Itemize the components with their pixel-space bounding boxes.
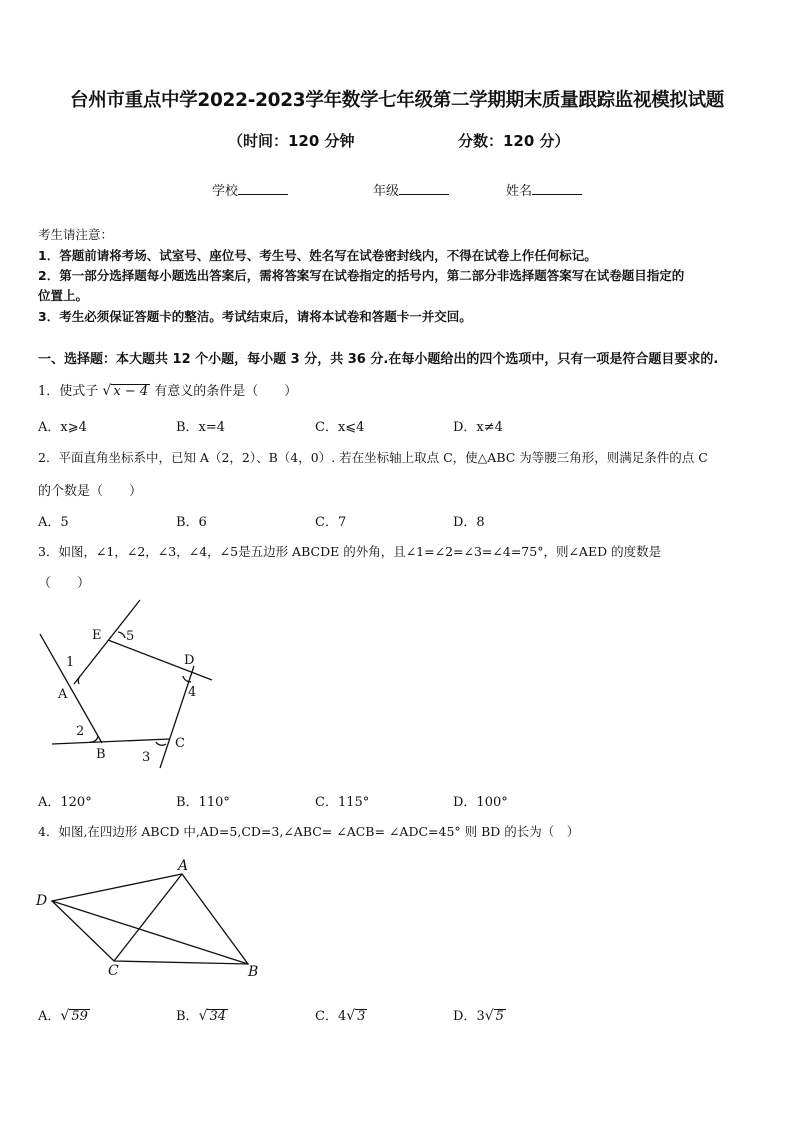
grade-blank[interactable] <box>399 182 449 195</box>
label-a: A <box>178 858 189 874</box>
notice-line-2b: 位置上。 <box>38 288 89 303</box>
angle-3-arc <box>156 742 166 745</box>
section-heading: 一、选择题：本大题共 12 个小题，每小题 3 分，共 36 分.在每小题给出的四个选项中，只有一项是符合题目要求的. <box>38 352 719 367</box>
label-angle-5: 5 <box>126 629 135 644</box>
q2-option-c[interactable]: C．7 <box>315 515 347 530</box>
line-ed-extended <box>108 640 212 680</box>
quadrilateral-figure <box>30 854 270 984</box>
q4-option-a-radicand: 59 <box>71 1009 88 1024</box>
label-angle-2: 2 <box>76 724 85 739</box>
q4-option-b-radicand: 34 <box>209 1009 227 1024</box>
q1-option-c[interactable]: C．x⩽4 <box>315 420 365 435</box>
label-angle-4: 4 <box>188 685 197 700</box>
label-c: C <box>175 736 185 751</box>
name-label: 姓名 <box>506 184 533 199</box>
q4-option-b-letter: B． <box>176 1009 199 1024</box>
label-angle-1: 1 <box>66 655 75 670</box>
q3-option-d[interactable]: D．100° <box>453 795 508 810</box>
question-1 <box>38 380 297 399</box>
grade-field[interactable] <box>373 180 449 199</box>
label-b: B <box>96 747 106 762</box>
q4-line-1: 4．如图,在四边形 ABCD 中,AD=5,CD=3,∠ABC= ∠ACB= ∠ADC=45° 则 BD 的长为（ ） <box>38 824 580 839</box>
quadrilateral-abcd <box>52 874 248 964</box>
school-blank[interactable] <box>238 182 288 195</box>
q2-option-b[interactable]: B．6 <box>176 515 207 530</box>
label-a: A <box>58 687 68 702</box>
q4-option-d-letter: D． <box>453 1009 477 1024</box>
exam-title: 台州市重点中学2022-2023学年数学七年级第二学期期末质量跟踪监视模拟试题 <box>70 90 724 111</box>
q2-line-1: 2．平面直角坐标系中，已知 A（2，2）、B（4，0）. 若在坐标轴上取点 C，使△ABC 为等腰三角形，则满足条件的点 C <box>38 450 708 465</box>
school-field[interactable] <box>212 180 288 199</box>
label-e: E <box>92 628 102 643</box>
sqrt-icon: √ <box>198 1008 208 1024</box>
name-blank[interactable] <box>532 182 582 195</box>
school-label: 学校 <box>212 184 239 199</box>
q3-option-a[interactable]: A．120° <box>38 795 92 810</box>
q1-option-d[interactable]: D．x≠4 <box>453 420 503 435</box>
pentagon-figure <box>30 596 230 776</box>
q2-option-d[interactable]: D．8 <box>453 515 485 530</box>
label-b: B <box>248 964 259 980</box>
q1-option-a[interactable]: A．x⩾4 <box>38 420 87 435</box>
notice-line-2a: 2．第一部分选择题每小题选出答案后，需将答案写在试卷指定的括号内，第二部分非选择题答案写在试卷题目指定的 <box>38 268 685 283</box>
q2-option-a[interactable]: A．5 <box>38 515 69 530</box>
q4-option-c[interactable] <box>315 1005 367 1024</box>
sqrt-icon: √ <box>60 1008 70 1024</box>
sqrt-icon: √ <box>102 383 112 399</box>
q3-option-b[interactable]: B．110° <box>176 795 230 810</box>
angle-5-arc <box>118 632 125 638</box>
q1-suffix: 有意义的条件是（ ） <box>154 384 298 399</box>
q4-option-d-coef: 3 <box>476 1009 485 1024</box>
score-label: 分数：120 分） <box>458 132 570 150</box>
q4-option-d[interactable] <box>453 1005 506 1024</box>
label-c: C <box>108 963 119 979</box>
q1-prefix: 1．使式子 <box>38 384 99 399</box>
q1-radicand: x − 4 <box>113 384 149 399</box>
line-ab-extended <box>40 634 102 743</box>
q3-line-2: （ ） <box>38 576 91 591</box>
q4-option-d-radicand: 5 <box>495 1009 504 1024</box>
q4-option-c-letter: C． <box>315 1009 338 1024</box>
label-d: D <box>36 893 48 909</box>
q4-option-c-radicand: 3 <box>357 1009 366 1024</box>
line-bc-extended <box>52 739 170 744</box>
name-field[interactable] <box>506 180 582 199</box>
label-angle-3: 3 <box>142 750 151 765</box>
angle-1-arc <box>78 676 80 684</box>
angle-2-arc <box>90 736 98 742</box>
q1-option-b[interactable]: B．x=4 <box>176 420 226 435</box>
q4-option-a[interactable] <box>38 1005 90 1024</box>
grade-label: 年级 <box>373 184 400 199</box>
notice-heading: 考生请注意： <box>38 227 114 242</box>
label-d: D <box>184 653 195 668</box>
q2-line-2: 的个数是（ ） <box>38 484 143 499</box>
q4-option-b[interactable] <box>176 1005 228 1024</box>
notice-line-1: 1．答题前请将考场、试室号、座位号、考生号、姓名写在试卷密封线内，不得在试卷上作任何标记。 <box>38 248 597 263</box>
q3-option-c[interactable]: C．115° <box>315 795 370 810</box>
diagonal-ac <box>114 874 182 961</box>
q3-line-1: 3．如图，∠1，∠2，∠3，∠4，∠5是五边形 ABCDE 的外角，且∠1=∠2=∠3=∠4=75°，则∠AED 的度数是 <box>38 544 662 559</box>
notice-line-3: 3．考生必须保证答题卡的整洁。考试结束后，请将本试卷和答题卡一并交回。 <box>38 309 472 324</box>
sqrt-icon: √ <box>484 1008 494 1024</box>
q4-option-a-letter: A． <box>38 1009 61 1024</box>
q4-option-c-coef: 4 <box>337 1009 347 1024</box>
sqrt-icon: √ <box>346 1008 356 1024</box>
diagonal-bd <box>52 901 248 964</box>
time-label: （时间：120 分钟 <box>228 132 355 150</box>
